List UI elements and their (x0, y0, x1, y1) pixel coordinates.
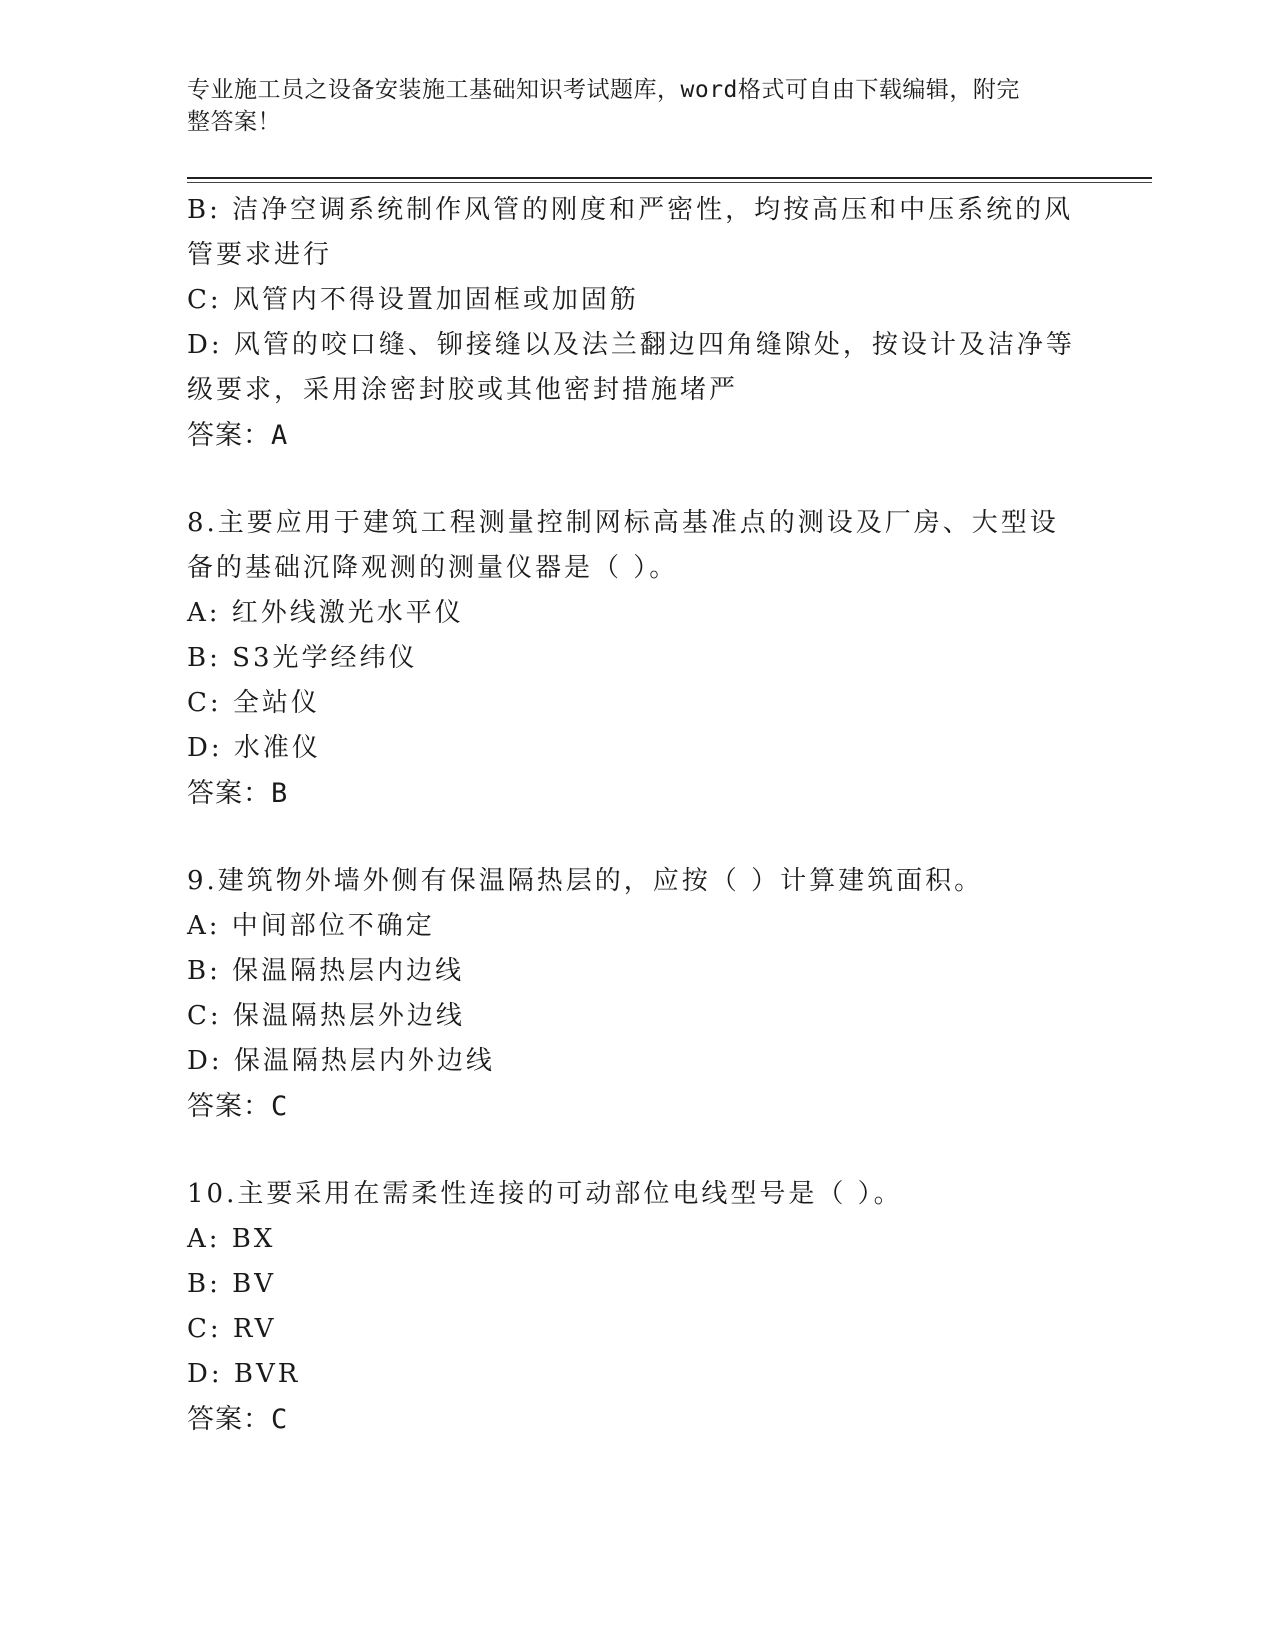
option-b: B: S3光学经纬仪 (187, 643, 418, 673)
header-line-2: 整答案！ (187, 109, 281, 135)
option-d: D: BVR (187, 1359, 301, 1389)
option-d-line-2: 级要求，采用涂密封胶或其他密封措施堵严 (187, 375, 739, 405)
question-9 (187, 859, 1087, 1129)
header-divider-thick (187, 177, 1152, 179)
question-8 (187, 501, 1087, 816)
answer: 答案：B (187, 778, 289, 809)
option-a: A: 红外线激光水平仪 (187, 598, 464, 628)
option-b: B: BV (187, 1269, 277, 1299)
option-c: C: 风管内不得设置加固框或加固筋 (187, 285, 639, 315)
option-b-line-1: B: 洁净空调系统制作风管的刚度和严密性，均按高压和中压系统的风 (187, 195, 1074, 225)
question-10 (187, 1172, 1087, 1442)
spacer (187, 458, 1087, 501)
option-a: A: BX (187, 1224, 276, 1254)
question-7-tail (187, 188, 1087, 458)
option-d: D: 水准仪 (187, 733, 321, 763)
answer: 答案：A (187, 420, 289, 451)
answer: 答案：C (187, 1404, 289, 1435)
question-stem: 9.建筑物外墙外侧有保温隔热层的，应按（ ）计算建筑面积。 (187, 866, 984, 896)
question-stem: 10.主要采用在需柔性连接的可动部位电线型号是（ ）。 (187, 1179, 903, 1209)
question-stem-line-1: 8.主要应用于建筑工程测量控制网标高基准点的测设及厂房、大型设 (187, 508, 1059, 538)
option-d-line-1: D: 风管的咬口缝、铆接缝以及法兰翻边四角缝隙处，按设计及洁净等 (187, 330, 1075, 360)
question-stem-line-2: 备的基础沉降观测的测量仪器是（ ）。 (187, 553, 679, 583)
option-b: B: 保温隔热层内边线 (187, 956, 465, 986)
header-divider-thin (187, 182, 1152, 183)
option-a: A: 中间部位不确定 (187, 911, 435, 941)
option-c: C: 全站仪 (187, 688, 320, 718)
option-c: C: RV (187, 1314, 277, 1344)
document-header (187, 74, 1067, 138)
document-body (187, 188, 1087, 1442)
spacer (187, 816, 1087, 859)
spacer (187, 1129, 1087, 1172)
header-line-1: 专业施工员之设备安装施工基础知识考试题库，word格式可自由下载编辑，附完 (187, 77, 1020, 103)
option-c: C: 保温隔热层外边线 (187, 1001, 465, 1031)
option-d: D: 保温隔热层内外边线 (187, 1046, 495, 1076)
answer: 答案：C (187, 1091, 289, 1122)
option-b-line-2: 管要求进行 (187, 240, 333, 270)
